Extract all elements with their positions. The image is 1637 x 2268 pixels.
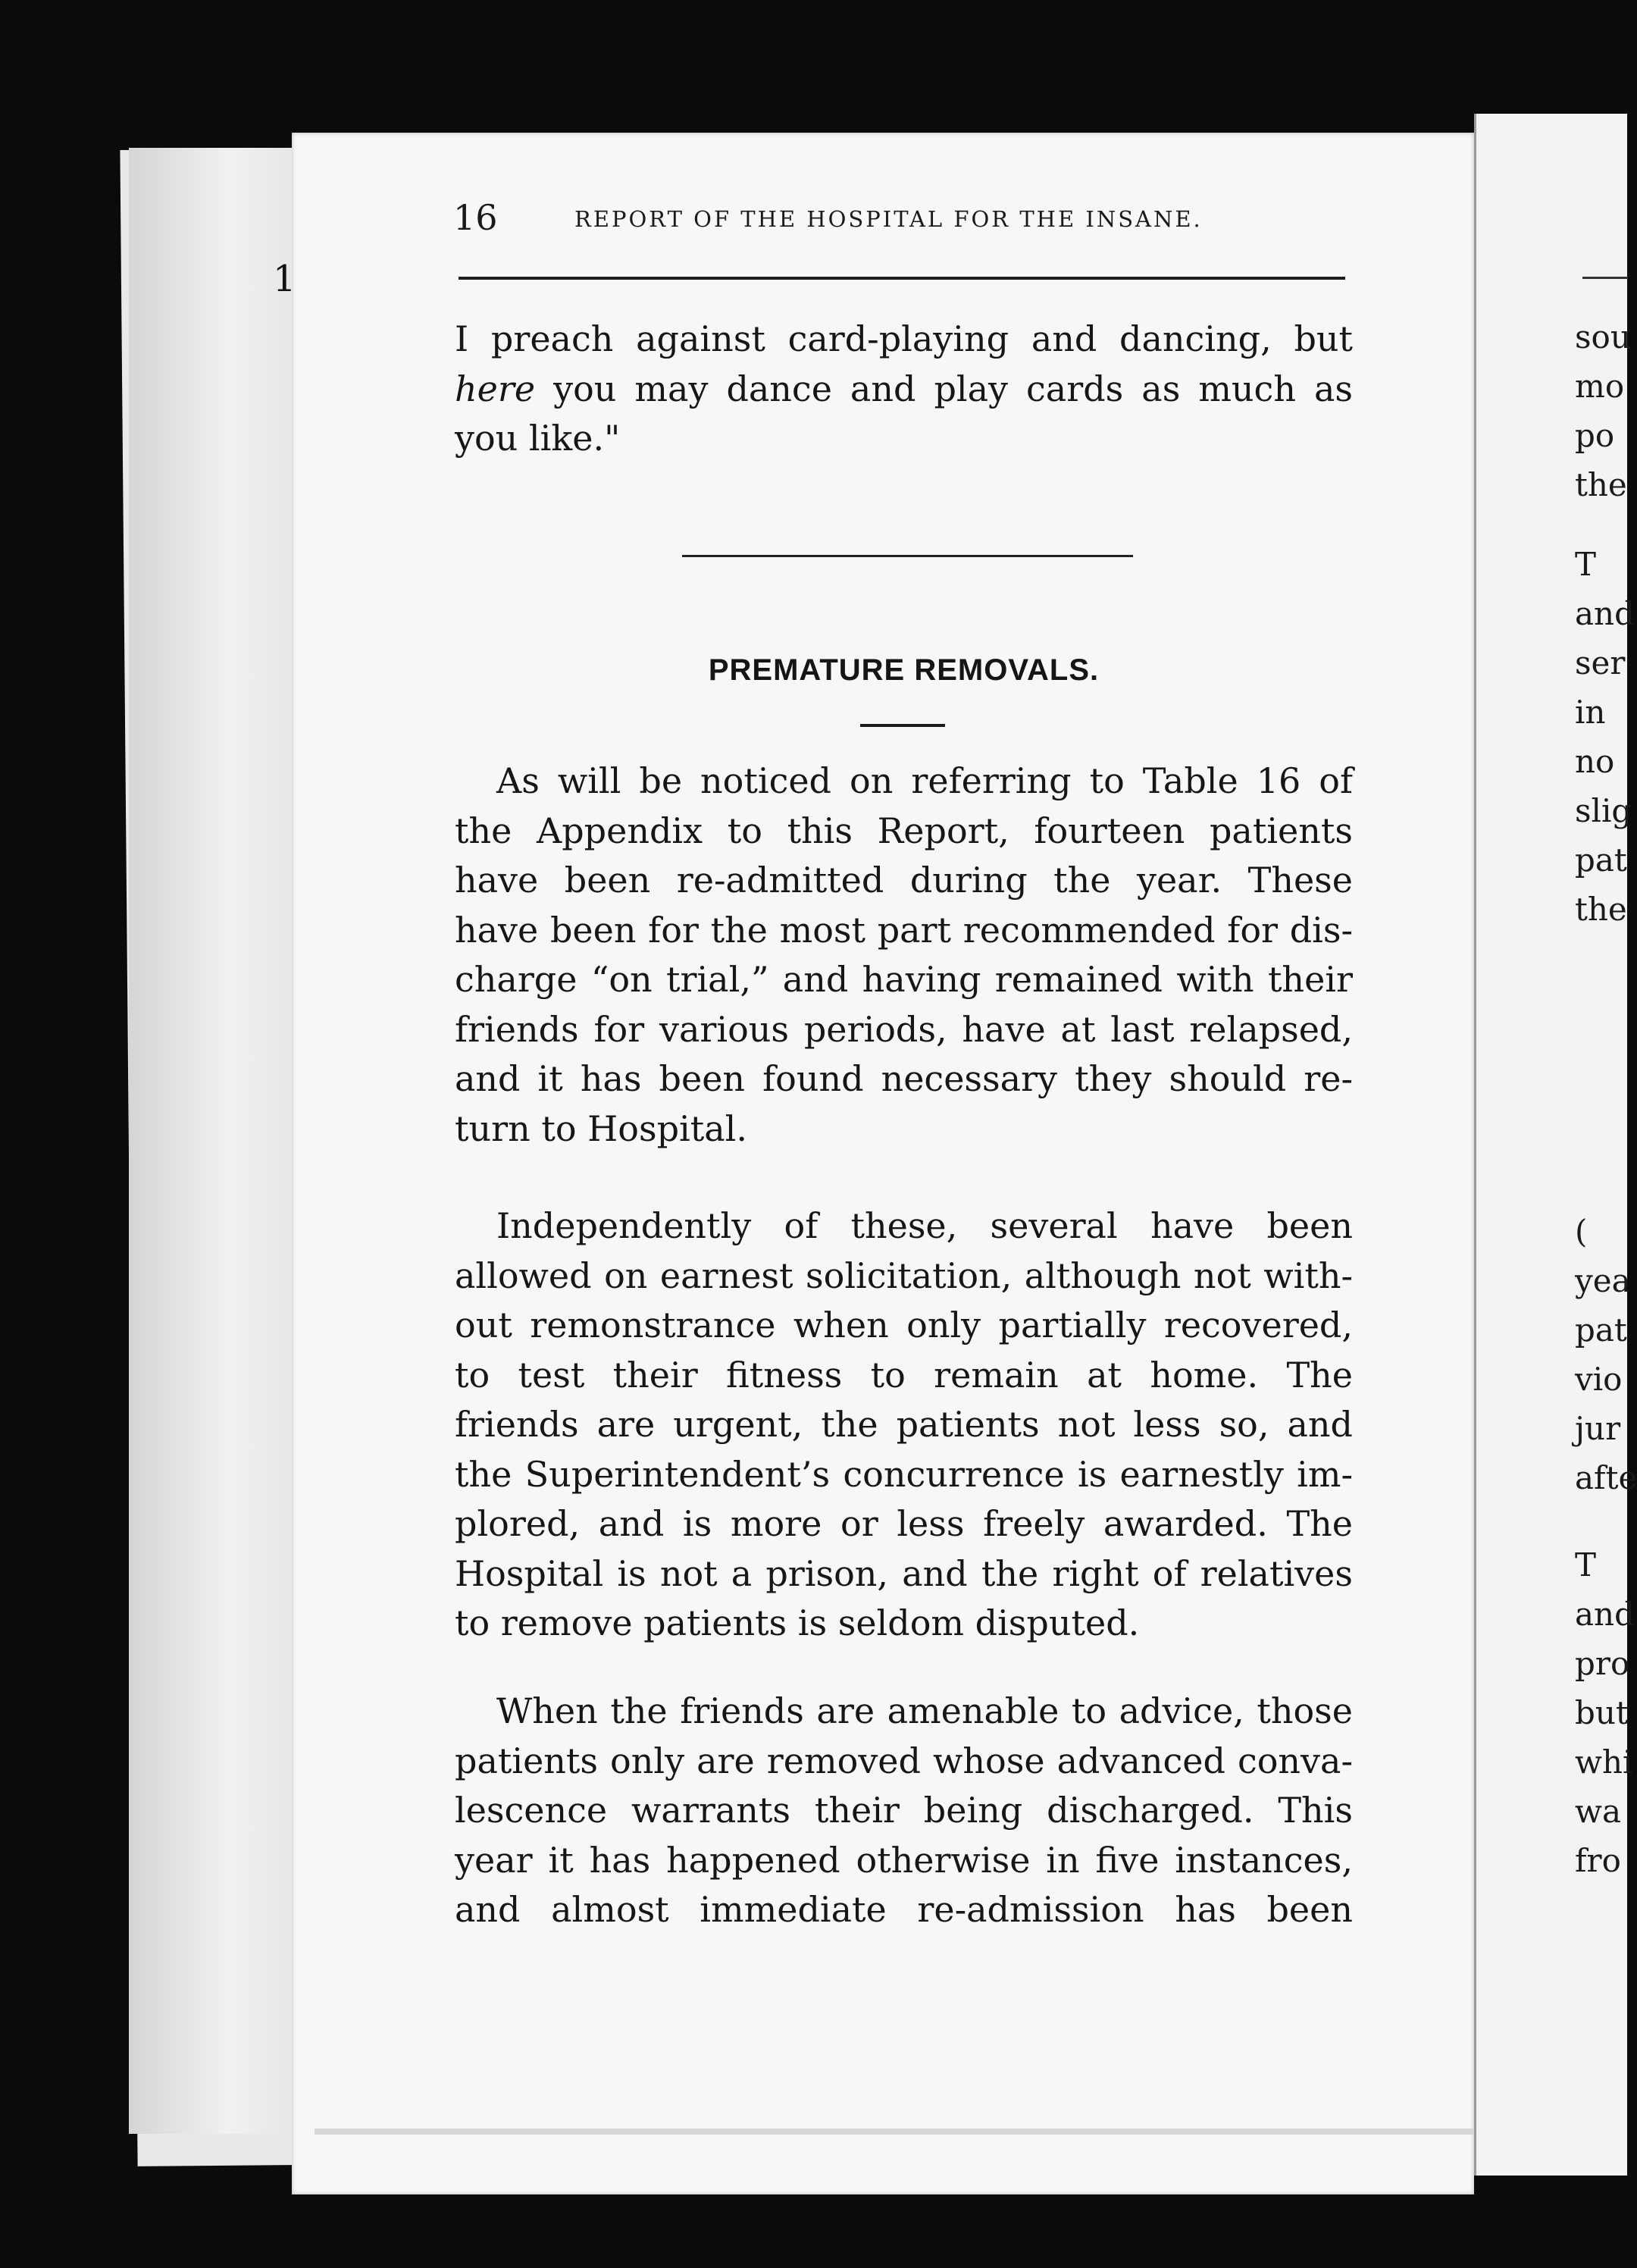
facing-page-fragment: slig [1575, 792, 1632, 829]
section-separator-rule [682, 555, 1133, 557]
facing-page-fragment: pat [1575, 1311, 1627, 1349]
facing-page-fragment: po [1575, 417, 1615, 454]
text-line: year it has happened otherwise in five instances, [455, 1839, 1353, 1881]
facing-page-fragment: wa [1575, 1793, 1621, 1830]
text-line: I preach against card-playing and dancing, but [455, 318, 1353, 359]
facing-page-fragment: mo [1575, 368, 1625, 405]
text-line: Independently of these, several have been [496, 1205, 1353, 1246]
text-line: plored, and is more or less freely awarded. The [455, 1503, 1353, 1544]
running-title: REPORT OF THE HOSPITAL FOR THE INSANE. [574, 206, 1203, 232]
body-paragraph [455, 1687, 1353, 1935]
text-line: the Superintendent’s concurrence is earnestly im- [455, 1453, 1353, 1495]
text-line: to test their fitness to remain at home. The [455, 1354, 1353, 1396]
facing-page-fragment: T [1575, 1546, 1597, 1584]
text-line: and it has been found necessary they should re- [455, 1058, 1353, 1099]
body-paragraph [455, 1201, 1353, 1649]
facing-page-fragment: sou [1575, 318, 1631, 356]
facing-page-fragment: no [1575, 743, 1615, 780]
text-line: As will be noticed on referring to Table 16 of [496, 760, 1353, 801]
text-line: here you may dance and play cards as much as [455, 368, 1353, 409]
running-header [453, 197, 1355, 243]
text-line: allowed on earnest solicitation, although not with- [455, 1255, 1353, 1296]
page-spine-margin [129, 148, 296, 2134]
facing-page [1474, 114, 1637, 2176]
text-line: patients only are removed whose advanced conva- [455, 1740, 1353, 1781]
facing-page-fragment: T [1575, 546, 1597, 583]
text-line: have been for the most part recommended for dis- [455, 909, 1353, 951]
facing-page-fragment: pat [1575, 841, 1627, 879]
body-paragraph [455, 757, 1353, 1154]
page-number: 16 [453, 197, 498, 238]
title-underline-rule [860, 724, 945, 727]
facing-page-fragment: whi [1575, 1743, 1633, 1781]
left-margin-mark: 1 [273, 258, 296, 300]
text-line: charge “on trial,” and having remained with their [455, 959, 1353, 1000]
facing-page-fragment: the [1575, 466, 1627, 503]
text-line: out remonstrance when only partially recovered, [455, 1305, 1353, 1345]
text-line: lescence warrants their being discharged. This [455, 1790, 1353, 1831]
facing-page-fragment: in [1575, 694, 1606, 731]
facing-page-fragment: ser [1575, 644, 1626, 681]
page-bottom-edge [315, 2129, 1474, 2135]
facing-page-fragment: yea [1575, 1262, 1631, 1299]
facing-page-fragment: and [1575, 595, 1635, 632]
text-line: friends for various periods, have at last relapsed, [455, 1008, 1353, 1050]
facing-page-fragment: pro [1575, 1645, 1630, 1682]
facing-page-fragment: but [1575, 1694, 1629, 1731]
text-line: have been re-admitted during the year. These [455, 860, 1353, 901]
section-title: PREMATURE REMOVALS. [708, 653, 1100, 687]
header-rule [459, 277, 1345, 280]
facing-page-fragment: vio [1575, 1361, 1623, 1398]
text-line: the Appendix to this Report, fourteen patients [455, 810, 1353, 851]
facing-page-fragment: fro [1575, 1842, 1621, 1879]
facing-page-rule [1582, 277, 1628, 279]
italic-word: here [455, 368, 536, 409]
text-line: you like." [455, 418, 621, 459]
text-line: turn to Hospital. [455, 1107, 747, 1149]
text-line: Hospital is not a prison, and the right of relatives [455, 1552, 1353, 1594]
text-line: friends are urgent, the patients not less so, and [455, 1404, 1353, 1445]
text-line: When the friends are amenable to advice, those [496, 1690, 1353, 1731]
text-line: to remove patients is seldom disputed. [455, 1602, 1140, 1643]
opening-paragraph [455, 315, 1353, 464]
facing-page-fragment: afte [1575, 1459, 1637, 1496]
facing-page-fragment: ( [1575, 1213, 1588, 1250]
text-line: and almost immediate re-admission has been [455, 1889, 1353, 1930]
facing-page-fragment: and [1575, 1596, 1635, 1633]
facing-page-fragment: jur [1575, 1410, 1621, 1447]
facing-page-fragment: the [1575, 891, 1627, 928]
